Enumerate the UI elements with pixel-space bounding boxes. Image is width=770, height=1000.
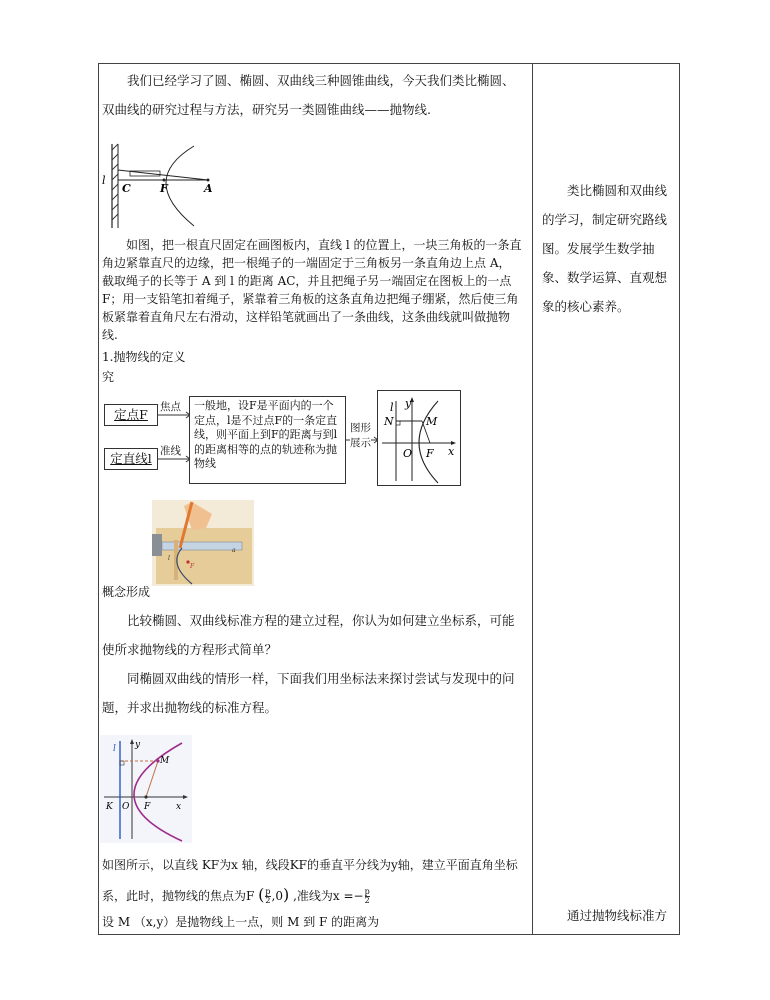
fig3-label-o: O bbox=[122, 802, 130, 812]
fig3-label-x: x bbox=[176, 802, 182, 812]
figure-show-label bbox=[350, 421, 371, 451]
concept-formation-label: 概念形成 bbox=[102, 585, 151, 599]
fig3-label-f: F bbox=[144, 802, 151, 812]
fig1-label-c: C bbox=[122, 182, 131, 195]
photo-label-l: l bbox=[168, 555, 170, 562]
coordinate-method-paragraph: 同椭圆双曲线的情形一样，下面我们用坐标法来探讨尝试与发现中的问题，并求出抛物线的标准方程。 bbox=[102, 671, 515, 715]
ruler-triangle-figure bbox=[102, 140, 222, 232]
fig3-label-k: K bbox=[106, 802, 113, 812]
fig1-label-a: A bbox=[204, 182, 213, 195]
directrix-label: 准线 bbox=[160, 445, 181, 457]
coordinate-text-2: ,准线为x =− bbox=[293, 889, 364, 903]
section-subtitle: 究 bbox=[102, 370, 115, 384]
column-divider bbox=[532, 63, 533, 935]
photo-label-a: a bbox=[232, 547, 236, 554]
definition-text: 一般地，设F是平面内的一个定点，l是不过点F的一条定直线，则平面上到F的距离与到l的距离相等的点的轨迹称为抛物线 bbox=[194, 399, 338, 470]
fig3-label-l: l bbox=[113, 744, 116, 754]
diagram-label-y: y bbox=[405, 397, 412, 410]
diagram-label-l: l bbox=[390, 401, 394, 414]
fig3-label-m: M bbox=[160, 756, 170, 766]
description-paragraph: 如图，把一根直尺固定在画图板内，直线 l 的位置上，一块三角板的一条直角边紧靠直尺的边缘，把一根绳子的一端固定于三角板另一条直角边上点 A，截取绳子的长等于 A 到 l 的距离 AC，并且把绳子另一端固定在图板上的一点 F；用一支铅笔扣着绳子，紧靠着三角板的这条直角边把绳子绷紧，然后使三角板紧靠着直角尺左右滑动，这样铅笔就画出了一条曲线，这条曲线就叫做抛物线. bbox=[102, 238, 522, 342]
diagram-label-x: x bbox=[448, 445, 455, 458]
fixed-point-box bbox=[104, 404, 158, 426]
fixed-line-box bbox=[104, 448, 158, 470]
diagram-label-n: N bbox=[384, 415, 394, 428]
definition-box bbox=[189, 396, 346, 484]
side-note-standard: 通过抛物线标准方 bbox=[567, 908, 668, 923]
question-coordinate: 比较椭圆、双曲线标准方程的建立过程，你认为如何建立坐标系，可能使所求抛物线的方程形式简单？ bbox=[102, 613, 515, 657]
diagram-label-o: O bbox=[403, 447, 413, 460]
fig3-label-y: y bbox=[135, 740, 141, 750]
side-note-analogy: 类比椭圆和双曲线的学习，制定研究路线图。发展学生数学抽象、数学运算、直观想象的核心素养。 bbox=[542, 183, 668, 314]
diagram-label-m: M bbox=[426, 415, 438, 428]
fig1-label-l: l bbox=[102, 174, 106, 187]
directrix-fraction: $\frac{p}{2}$ bbox=[364, 887, 370, 905]
diagram-label-f: F bbox=[426, 447, 434, 460]
coordinate-text-1: 如图所示，以直线 KF为x 轴，线段KF的垂直平分线为y轴，建立平面直角坐标系，此时，抛物线的焦点为F bbox=[102, 858, 518, 903]
coordinate-setup-paragraph: 如图所示，以直线 KF为x 轴，线段KF的垂直平分线为y轴，建立平面直角坐标系，此时，抛物线的焦点为F ( $\frac{p}{2}$ ,0) ,准线为x =− $\frac{p}{2}$ bbox=[102, 858, 518, 905]
fixed-point-label: 定点F bbox=[114, 407, 148, 422]
section-title: 1.抛物线的定义 bbox=[102, 350, 186, 364]
drawing-board-photo bbox=[152, 500, 254, 586]
focus-fraction: $\frac{p}{2}$ bbox=[265, 887, 271, 905]
coordinate-parabola-figure bbox=[100, 735, 192, 843]
figure-show-line2: 展示 bbox=[350, 437, 371, 449]
photo-label-f: F bbox=[190, 563, 195, 570]
intro-paragraph: 我们已经学习了圆、椭圆、双曲线三种圆锥曲线，今天我们类比椭圆、双曲线的研究过程与方法，研究另一类圆锥曲线——抛物线. bbox=[102, 73, 515, 117]
parabola-diagram-box bbox=[377, 390, 461, 486]
fig1-label-f: F bbox=[160, 182, 168, 195]
focus-zero: ,0 bbox=[271, 889, 283, 903]
distance-paragraph: 设 M （x,y）是抛物线上一点，则 M 到 F 的距离为 bbox=[102, 915, 380, 929]
fixed-line-label: 定直线l bbox=[110, 451, 152, 466]
focus-label: 焦点 bbox=[160, 401, 181, 413]
parabola-diagram bbox=[378, 391, 460, 485]
figure-show-line1: 图形 bbox=[350, 422, 371, 434]
